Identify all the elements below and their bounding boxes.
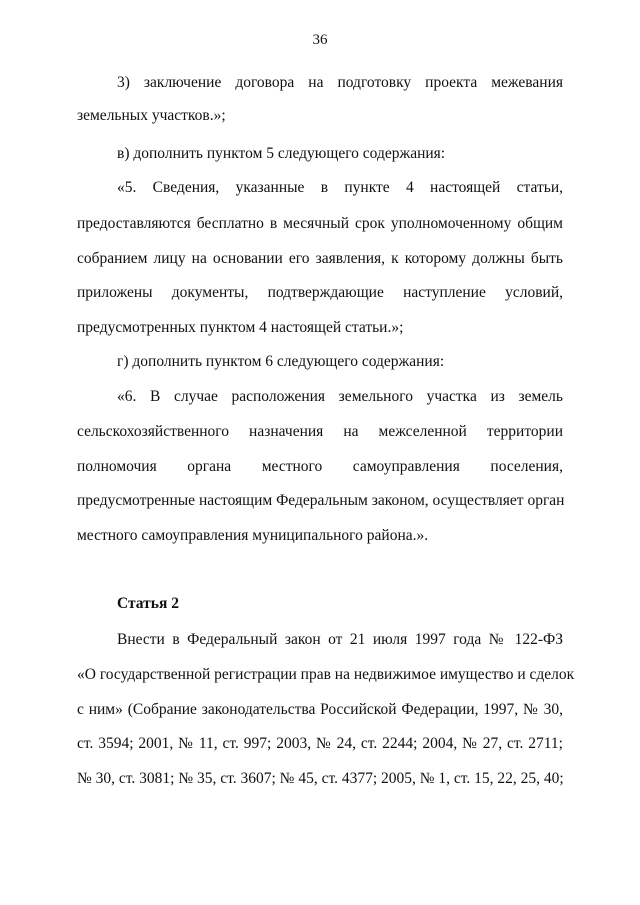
text-line: № 30, ст. 3081; № 35, ст. 3607; № 45, ст. 4377; 2005, № 1, ст. 15, 22, 25, 40; <box>77 770 564 787</box>
section-heading: Статья 2 <box>117 595 179 612</box>
text-line: предусмотренных пунктом 4 настоящей статьи.»; <box>77 319 404 336</box>
text-line: приложены документы, подтверждающие наступление условий, <box>77 284 563 301</box>
text-line: ст. 3594; 2001, № 11, ст. 997; 2003, № 24, ст. 2244; 2004, № 27, ст. 2711; <box>77 735 563 752</box>
text-line: с ним» (Собрание законодательства Российской Федерации, 1997, № 30, <box>77 701 563 718</box>
text-line: в) дополнить пунктом 5 следующего содержания: <box>117 145 446 162</box>
text-line: 3) заключение договора на подготовку проекта межевания <box>117 74 563 91</box>
text-line: собранием лицу на основании его заявления, к которому должны быть <box>77 250 563 267</box>
text-line: полномочия органа местного самоуправления поселения, <box>77 458 563 475</box>
text-line: «5. Сведения, указанные в пункте 4 настоящей статьи, <box>117 179 563 196</box>
text-line: местного самоуправления муниципального района.». <box>77 527 429 544</box>
text-line: сельскохозяйственного назначения на межселенной территории <box>77 423 563 440</box>
text-line: «6. В случае расположения земельного участка из земель <box>117 388 563 405</box>
text-line: г) дополнить пунктом 6 следующего содержания: <box>117 353 445 370</box>
page-number: 36 <box>312 32 328 48</box>
text-line: Внести в Федеральный закон от 21 июля 1997 года № 122-ФЗ <box>117 631 563 648</box>
text-line: предусмотренные настоящим Федеральным законом, осуществляет орган <box>77 492 565 509</box>
text-line: предоставляются бесплатно в месячный срок уполномоченному общим <box>77 215 563 232</box>
text-line: земельных участков.»; <box>77 107 226 124</box>
text-line: «О государственной регистрации прав на недвижимое имущество и сделок <box>77 666 575 683</box>
